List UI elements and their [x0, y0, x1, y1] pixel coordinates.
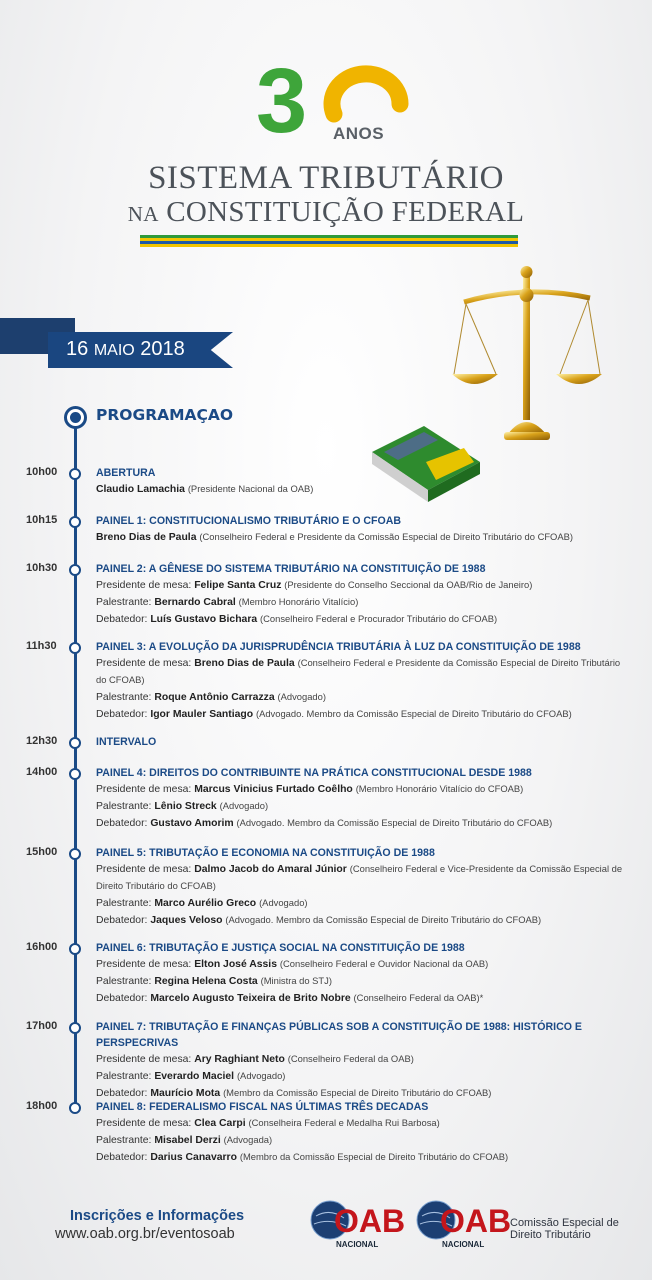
speaker-name: Roque Antônio Carrazza — [154, 692, 275, 703]
speaker-name: Marco Aurélio Greco — [154, 898, 257, 909]
speaker-affiliation: (Membro Honorário Vitalício do CFOAB) — [355, 783, 524, 794]
program-heading: PROGRAMAÇAO — [96, 406, 234, 424]
speaker-affiliation: (Advogado. Membro da Comissão Especial de Direito Tributário do CFOAB) — [225, 914, 542, 925]
session-time: 18h00 — [26, 1100, 58, 1112]
speaker-line — [96, 973, 626, 990]
speaker-name: Elton José Assis — [194, 959, 277, 970]
speaker-role: Presidente de mesa: — [96, 784, 195, 795]
event-title-line2 — [0, 196, 652, 229]
session-time: 10h00 — [26, 466, 58, 478]
speaker-role: Debatedor: — [96, 1152, 151, 1163]
event-title-line1: SISTEMA TRIBUTÁRIO — [148, 160, 504, 196]
session-time: 17h00 — [26, 1020, 58, 1032]
speaker-line — [96, 895, 626, 912]
timeline-dot — [69, 468, 81, 480]
speaker-role: Palestrante: — [96, 1071, 155, 1082]
session-title: PAINEL 5: TRIBUTAÇÃO E ECONOMIA NA CONSTITUIÇÃO DE 1988 — [96, 847, 435, 859]
info-label: Inscrições e Informações — [70, 1208, 245, 1224]
speaker-role: Debatedor: — [96, 993, 151, 1004]
timeline-start-marker — [64, 406, 87, 429]
logo-anos-text: ANOS — [333, 124, 385, 143]
session-title: PAINEL 7: TRIBUTAÇÃO E FINANÇAS PÚBLICAS SOB A CONSTITUIÇÃO DE 1988: HISTÓRICO E PERSPECRIVAS — [96, 1021, 582, 1049]
speaker-role: Palestrante: — [96, 692, 155, 703]
speaker-name: Regina Helena Costa — [154, 976, 258, 987]
svg-text:3: 3 — [256, 52, 308, 144]
speaker-role: Presidente de mesa: — [96, 1118, 195, 1129]
timeline-dot — [69, 1102, 81, 1114]
speaker-name: Marcelo Augusto Teixeira de Brito Nobre — [150, 993, 351, 1004]
speaker-role: Palestrante: — [96, 976, 155, 987]
speaker-name: Bernardo Cabral — [154, 597, 236, 608]
speaker-affiliation: (Advogado) — [236, 1070, 286, 1081]
schedule-item — [96, 639, 626, 723]
date-day: 16 — [66, 338, 89, 360]
speaker-affiliation: (Conselheiro Federal da OAB)* — [353, 992, 484, 1003]
speaker-line — [96, 1149, 626, 1166]
commission-name — [510, 1217, 640, 1241]
speaker-affiliation: (Advogado) — [277, 691, 326, 702]
speaker-line — [96, 1132, 626, 1149]
oab-logo-text: OAB — [334, 1203, 406, 1239]
anniversary-logo — [250, 52, 410, 144]
schedule-item — [96, 561, 626, 628]
speaker-role: Debatedor: — [96, 614, 151, 625]
speaker-line — [96, 1068, 626, 1085]
speaker-role: Debatedor: — [96, 818, 151, 829]
schedule-item — [96, 734, 626, 750]
speaker-line — [96, 1051, 626, 1068]
session-time: 16h00 — [26, 941, 58, 953]
flag-stripes — [140, 235, 518, 247]
session-title: INTERVALO — [96, 736, 157, 748]
speaker-affiliation: (Advogado) — [219, 800, 269, 811]
speaker-affiliation: (Ministra do STJ) — [260, 975, 332, 986]
speaker-affiliation: (Advogado) — [259, 897, 308, 908]
timeline-dot — [69, 564, 81, 576]
timeline-dot — [69, 1022, 81, 1034]
session-title: ABERTURA — [96, 467, 156, 479]
timeline-dot — [69, 737, 81, 749]
speaker-line — [96, 706, 626, 723]
scales-of-justice-icon — [452, 262, 602, 442]
speaker-name: Marcus Vinicius Furtado Coêlho — [194, 784, 353, 795]
speaker-role: Debatedor: — [96, 709, 151, 720]
session-time: 12h30 — [26, 735, 58, 747]
timeline-dot — [69, 642, 81, 654]
speaker-role: Palestrante: — [96, 597, 155, 608]
oab-logo-text-2: OAB — [440, 1203, 512, 1239]
speaker-role: Debatedor: — [96, 915, 151, 926]
speaker-line — [96, 655, 626, 689]
session-time: 11h30 — [26, 640, 57, 652]
speaker-affiliation: (Advogada) — [223, 1134, 273, 1145]
session-time: 10h30 — [26, 562, 58, 574]
oab-commission-logo — [414, 1198, 514, 1250]
timeline-dot — [69, 848, 81, 860]
session-title: PAINEL 1: CONSTITUCIONALISMO TRIBUTÁRIO E O CFOAB — [96, 515, 402, 527]
speaker-line — [96, 1115, 626, 1132]
date-year: 2018 — [140, 338, 185, 360]
speaker-affiliation: (Membro da Comissão Especial de Direito Tributário do CFOAB) — [223, 1087, 492, 1098]
schedule-item — [96, 1019, 626, 1102]
commission-line1: Comissão Especial de — [510, 1217, 619, 1229]
speaker-line — [96, 689, 626, 706]
speaker-name: Luís Gustavo Bichara — [150, 614, 258, 625]
speaker-line — [96, 956, 626, 973]
event-url-link[interactable]: www.oab.org.br/eventosoab — [55, 1226, 235, 1242]
speaker-role: Presidente de mesa: — [96, 864, 195, 875]
speaker-affiliation: (Conselheiro Federal e Procurador Tributário do CFOAB) — [260, 613, 498, 624]
speaker-name: Clea Carpi — [194, 1118, 246, 1129]
speaker-line — [96, 912, 626, 929]
speaker-line — [96, 577, 626, 594]
schedule-item — [96, 465, 626, 498]
session-title: PAINEL 8: FEDERALISMO FISCAL NAS ÚLTIMAS TRÊS DECADAS — [96, 1101, 429, 1113]
speaker-affiliation: (Membro da Comissão Especial de Direito Tributário do CFOAB) — [239, 1151, 509, 1162]
speaker-role: Palestrante: — [96, 1135, 155, 1146]
schedule-item — [96, 513, 626, 546]
speaker-affiliation: (Conselheiro Federal e Vice-Presidente da Comissão Especial de Direito Tributário do CFOAB) — [96, 863, 623, 891]
speaker-name: Breno Dias de Paula — [96, 532, 197, 543]
speaker-name: Jaques Veloso — [150, 915, 223, 926]
session-title: PAINEL 2: A GÊNESE DO SISTEMA TRIBUTÁRIO NA CONSTITUIÇÃO DE 1988 — [96, 563, 486, 575]
speaker-line — [96, 861, 626, 895]
speaker-name: Breno Dias de Paula — [194, 658, 295, 669]
speaker-line — [96, 798, 626, 815]
timeline-dot — [69, 943, 81, 955]
speaker-role: Presidente de mesa: — [96, 658, 195, 669]
speaker-role: Debatedor: — [96, 1088, 151, 1099]
event-date — [66, 338, 185, 361]
session-time: 10h15 — [26, 514, 58, 526]
speaker-line — [96, 815, 626, 832]
speaker-affiliation: (Advogado. Membro da Comissão Especial de Direito Tributário do CFOAB) — [236, 817, 553, 828]
schedule-item — [96, 845, 626, 929]
speaker-name: Igor Mauler Santiago — [150, 709, 254, 720]
session-time: 14h00 — [26, 766, 58, 778]
speaker-role: Presidente de mesa: — [96, 959, 195, 970]
speaker-name: Gustavo Amorim — [150, 818, 234, 829]
session-time: 15h00 — [26, 846, 58, 858]
session-title: PAINEL 4: DIREITOS DO CONTRIBUINTE NA PRÁTICA CONSTITUCIONAL DESDE 1988 — [96, 767, 532, 779]
oab-logo-sub-2: NACIONAL — [442, 1240, 485, 1249]
timeline-dot — [69, 516, 81, 528]
speaker-name: Ary Raghiant Neto — [194, 1054, 285, 1065]
schedule-item — [96, 940, 626, 1007]
commission-line2: Direito Tributário — [510, 1229, 591, 1241]
schedule-item — [96, 765, 626, 832]
speaker-affiliation: (Presidente Nacional da OAB) — [187, 483, 314, 494]
speaker-line — [96, 594, 626, 611]
speaker-role: Presidente de mesa: — [96, 1054, 195, 1065]
title-prefix: NA — [127, 202, 159, 226]
speaker-affiliation: (Conselheiro Federal e Presidente da Comissão Especial de Direito Tributário do CFOAB) — [199, 531, 573, 542]
session-title: PAINEL 6: TRIBUTAÇÃO E JUSTIÇA SOCIAL NA CONSTITUIÇÃO DE 1988 — [96, 942, 465, 954]
speaker-affiliation: (Conselheiro Federal da OAB) — [287, 1053, 414, 1064]
speaker-affiliation: (Conselheira Federal e Medalha Rui Barbosa) — [248, 1117, 440, 1128]
speaker-role: Palestrante: — [96, 898, 155, 909]
session-title: PAINEL 3: A EVOLUÇÃO DA JURISPRUDÊNCIA TRIBUTÁRIA À LUZ DA CONSTITUIÇÃO DE 1988 — [96, 641, 581, 653]
speaker-name: Darius Canavarro — [150, 1152, 237, 1163]
speaker-affiliation: (Membro Honorário Vitalício) — [238, 596, 359, 607]
speaker-name: Claudio Lamachia — [96, 484, 185, 495]
speaker-name: Felipe Santa Cruz — [194, 580, 282, 591]
timeline-dot — [69, 768, 81, 780]
speaker-line — [96, 990, 626, 1007]
oab-logo-sub: NACIONAL — [336, 1240, 379, 1249]
speaker-affiliation: (Presidente do Conselho Seccional da OAB/Rio de Janeiro) — [284, 579, 533, 590]
speaker-name: Misabel Derzi — [154, 1135, 221, 1146]
speaker-role: Palestrante: — [96, 801, 155, 812]
speaker-name: Maurício Mota — [150, 1088, 221, 1099]
speaker-affiliation: (Advogado. Membro da Comissão Especial de Direito Tributário do CFOAB) — [255, 708, 572, 719]
speaker-line — [96, 611, 626, 628]
schedule-item — [96, 1099, 626, 1166]
speaker-line — [96, 481, 626, 498]
title-main: CONSTITUIÇÃO FEDERAL — [166, 196, 525, 228]
thirty-logo-graphic — [250, 52, 410, 144]
speaker-affiliation: (Conselheiro Federal e Ouvidor Nacional da OAB) — [279, 958, 489, 969]
date-month: MAIO — [93, 342, 135, 359]
oab-nacional-logo — [308, 1198, 408, 1250]
speaker-role: Presidente de mesa: — [96, 580, 195, 591]
speaker-name: Everardo Maciel — [154, 1071, 235, 1082]
speaker-affiliation: (Conselheiro Federal e Presidente da Comissão Especial de Direito Tributário do CFOAB) — [96, 657, 621, 685]
speaker-line — [96, 781, 626, 798]
speaker-line — [96, 529, 626, 546]
speaker-name: Dalmo Jacob do Amaral Júnior — [194, 864, 347, 875]
speaker-name: Lênio Streck — [154, 801, 217, 812]
